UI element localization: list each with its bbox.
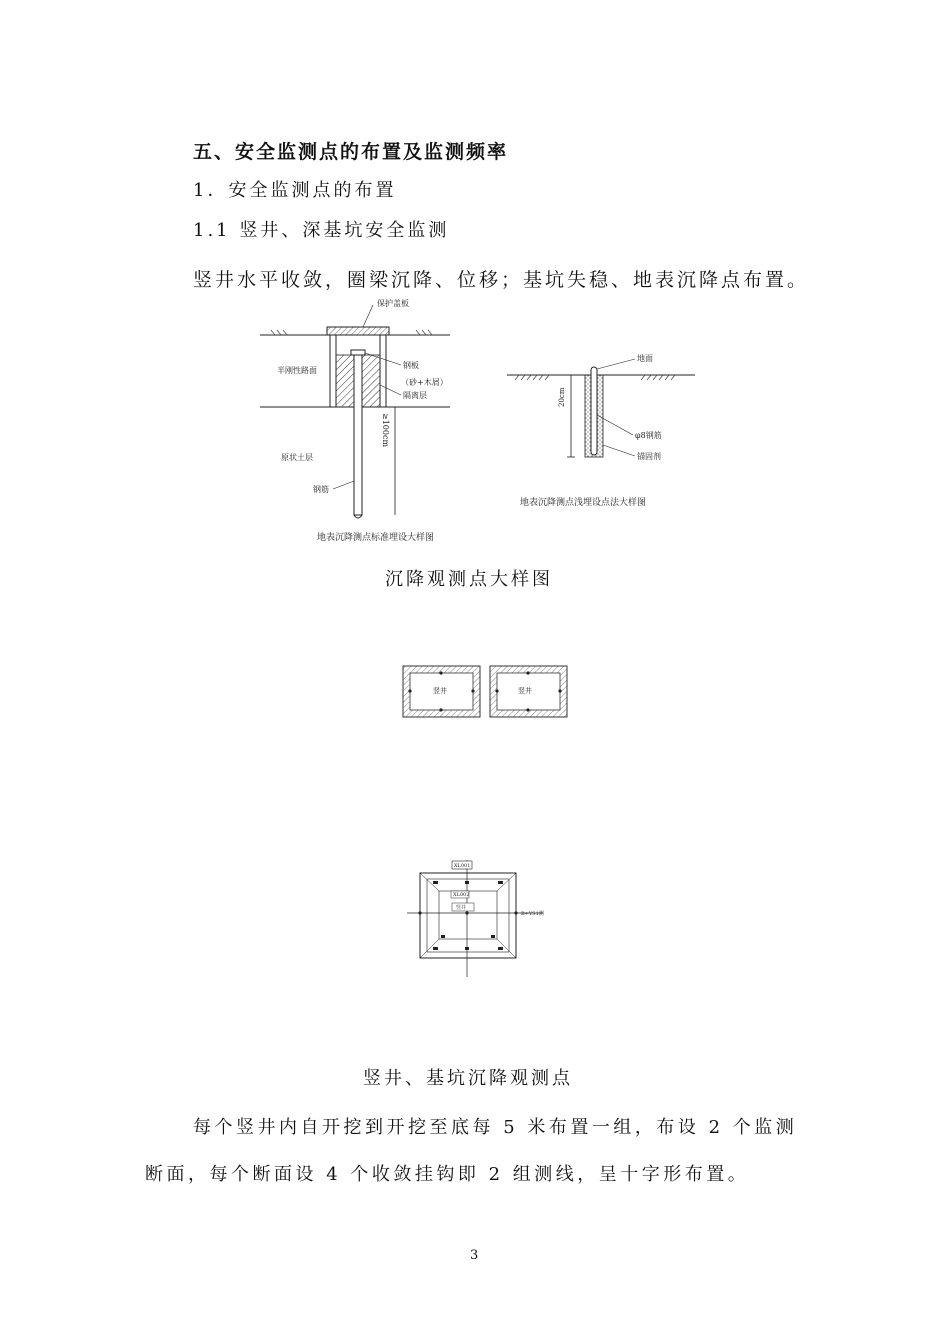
label-shallow-rebar: φ8钢筋 [635, 431, 662, 440]
settlement-point-standard-figure [255, 295, 470, 550]
body-paragraph-line1: 每个竖井内自开挖到开挖至底每 5 米布置一组，布设 2 个监测 [193, 1117, 798, 1138]
section-heading: 五、安全监测点的布置及监测频率 [193, 141, 509, 163]
figure-caption-shallow: 地表沉降测点浅埋设点法大样图 [520, 498, 647, 508]
settlement-point-shallow-figure [505, 345, 705, 515]
label-soil: 原状土层 [281, 453, 313, 462]
label-plate: 钢板 [403, 361, 419, 370]
label-cover: 保护盖板 [377, 299, 409, 308]
shaft-caption: 竖井、基坑沉降观测点 [363, 1068, 573, 1089]
subsubsection-heading: 1.1 竖井、深基坑安全监测 [193, 220, 450, 241]
plan-inner-label: XL002 [453, 892, 470, 898]
body-paragraph-line2: 断面，每个断面设 4 个收敛挂钩即 2 组测线，呈十字形布置。 [145, 1164, 750, 1185]
plan-top-label: XL001 [454, 863, 471, 869]
settlement-caption: 沉降观测点大样图 [385, 569, 553, 590]
intro-paragraph: 竖井水平收敛，圈梁沉降、位移；基坑失稳、地表沉降点布置。 [193, 269, 810, 291]
figure-caption-standard: 地表沉降测点标准埋设大样图 [317, 533, 435, 543]
plan-right-label: B+YS1测 [521, 911, 544, 917]
label-ground: 地面 [637, 354, 653, 363]
shaft-convergence-figure [400, 660, 580, 724]
label-anchor: 锚固剂 [637, 452, 661, 461]
right-shaft-label: 竖井 [518, 687, 532, 695]
subsection-heading: 1．安全监测点的布置 [193, 180, 397, 201]
page-number: 3 [470, 1248, 479, 1263]
label-isolation: 隔离层 [403, 391, 427, 400]
pit-plan-figure [405, 855, 555, 980]
label-depth: ≥100cm [381, 413, 390, 448]
label-pavement: 半刚性路面 [277, 366, 317, 375]
plan-center-label: 竖井 [456, 905, 467, 911]
label-fill: （砂+木屑） [401, 378, 448, 387]
label-shallow-depth: 20cm [558, 387, 566, 407]
label-rebar: 钢筋 [313, 485, 329, 494]
left-shaft-label: 竖井 [433, 687, 447, 695]
